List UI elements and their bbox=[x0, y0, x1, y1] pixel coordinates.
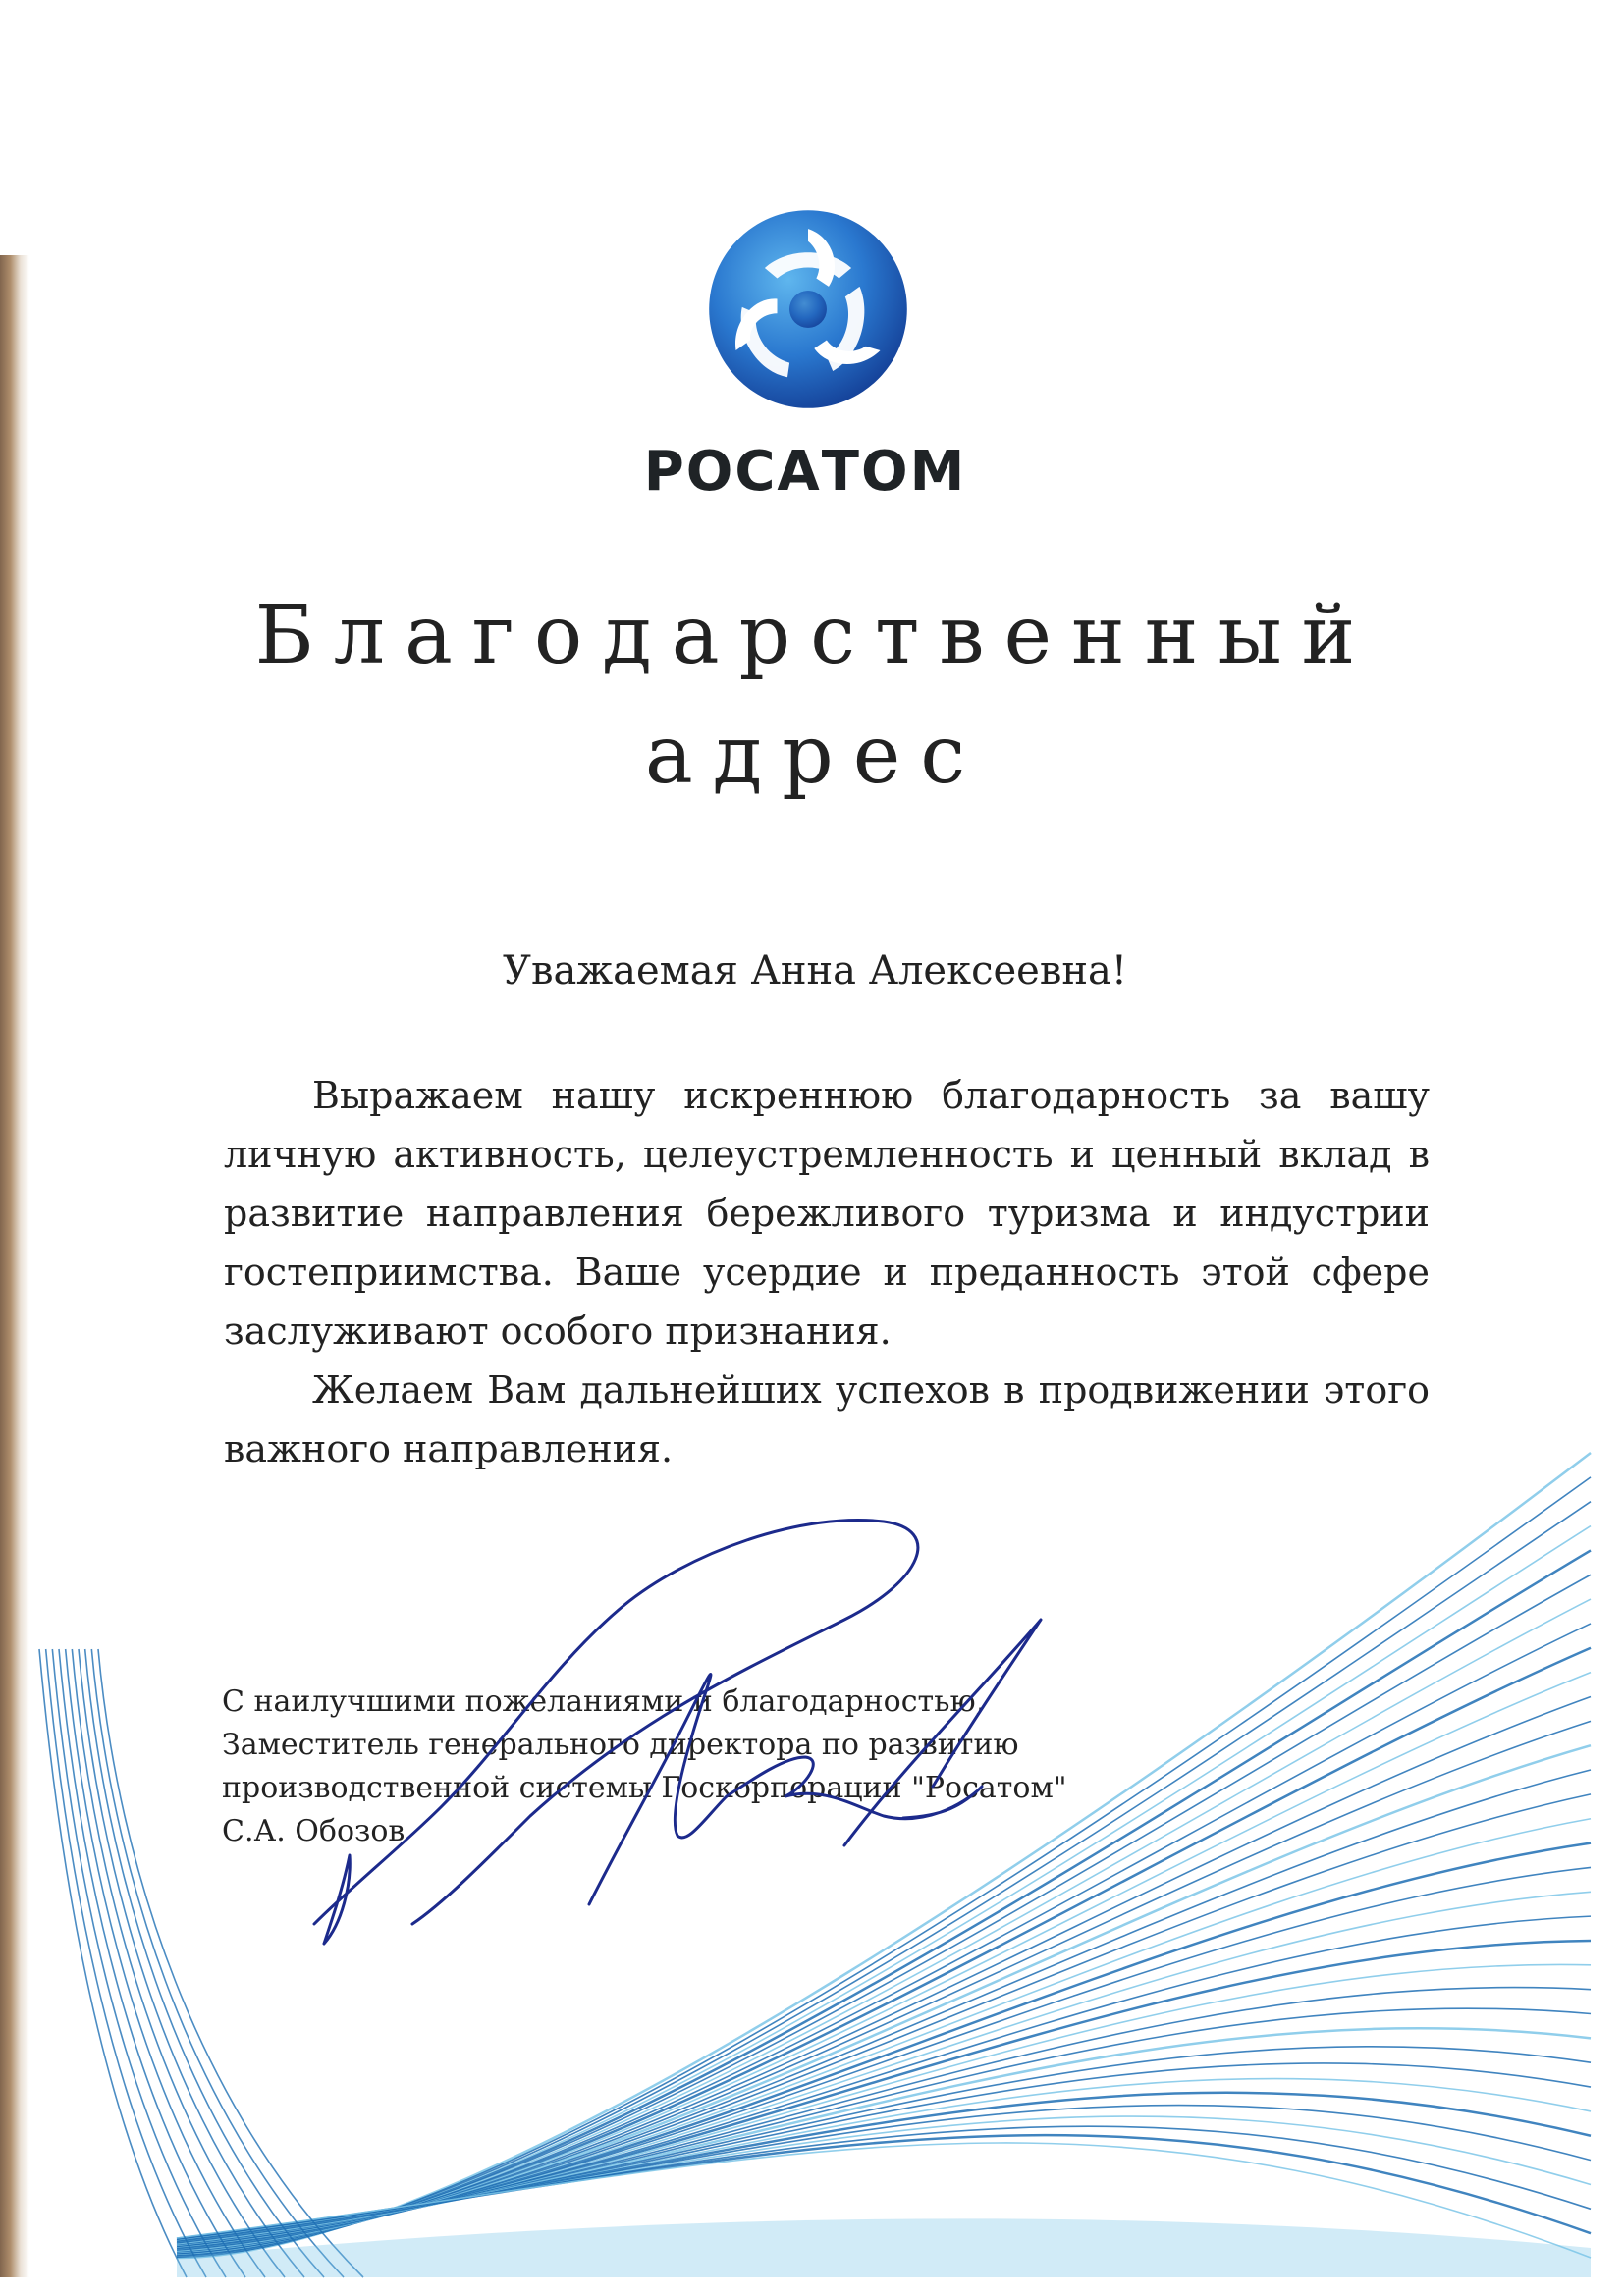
body-text bbox=[224, 1066, 1430, 1478]
wave-line bbox=[39, 1649, 187, 2277]
wave-line bbox=[177, 1941, 1591, 2246]
document-title-line1: Благодарственный bbox=[254, 589, 1376, 682]
wave-line bbox=[59, 1649, 245, 2277]
wave-line bbox=[52, 1649, 226, 2277]
wave-glow-band bbox=[177, 2218, 1591, 2277]
wave-line bbox=[177, 1964, 1591, 2245]
closing-line-2: Заместитель генерального директора по развитию bbox=[222, 1728, 1019, 1762]
document-title-line2: адрес bbox=[644, 709, 986, 802]
body-paragraph-2: Желаем Вам дальнейших успехов в продвижении этого важного направления. bbox=[224, 1368, 1430, 1470]
closing-line-3: производственной системы Госкорпорации "Росатом" bbox=[222, 1771, 1067, 1805]
rosatom-atom-logo-icon bbox=[705, 206, 911, 412]
handwritten-signature bbox=[295, 1492, 1257, 1963]
closing-signer-name: С.А. Обозов bbox=[222, 1814, 406, 1848]
body-paragraph-1: Выражаем нашу искреннюю благодарность за вашу личную активность, целеустремленность и ценный вклад в развитие направления бережливого туризма и индустрии гостеприимства. Ваше усердие и преданность этой сфере заслуживают особого признания. bbox=[224, 1074, 1430, 1353]
wave-line bbox=[177, 1988, 1591, 2245]
brand-name: РОСАТОМ bbox=[643, 440, 967, 504]
closing-line-1: С наилучшими пожеланиями и благодарностью, bbox=[222, 1684, 986, 1719]
salutation: Уважаемая Анна Алексеевна! bbox=[503, 948, 1127, 993]
wave-line bbox=[177, 2093, 1591, 2241]
